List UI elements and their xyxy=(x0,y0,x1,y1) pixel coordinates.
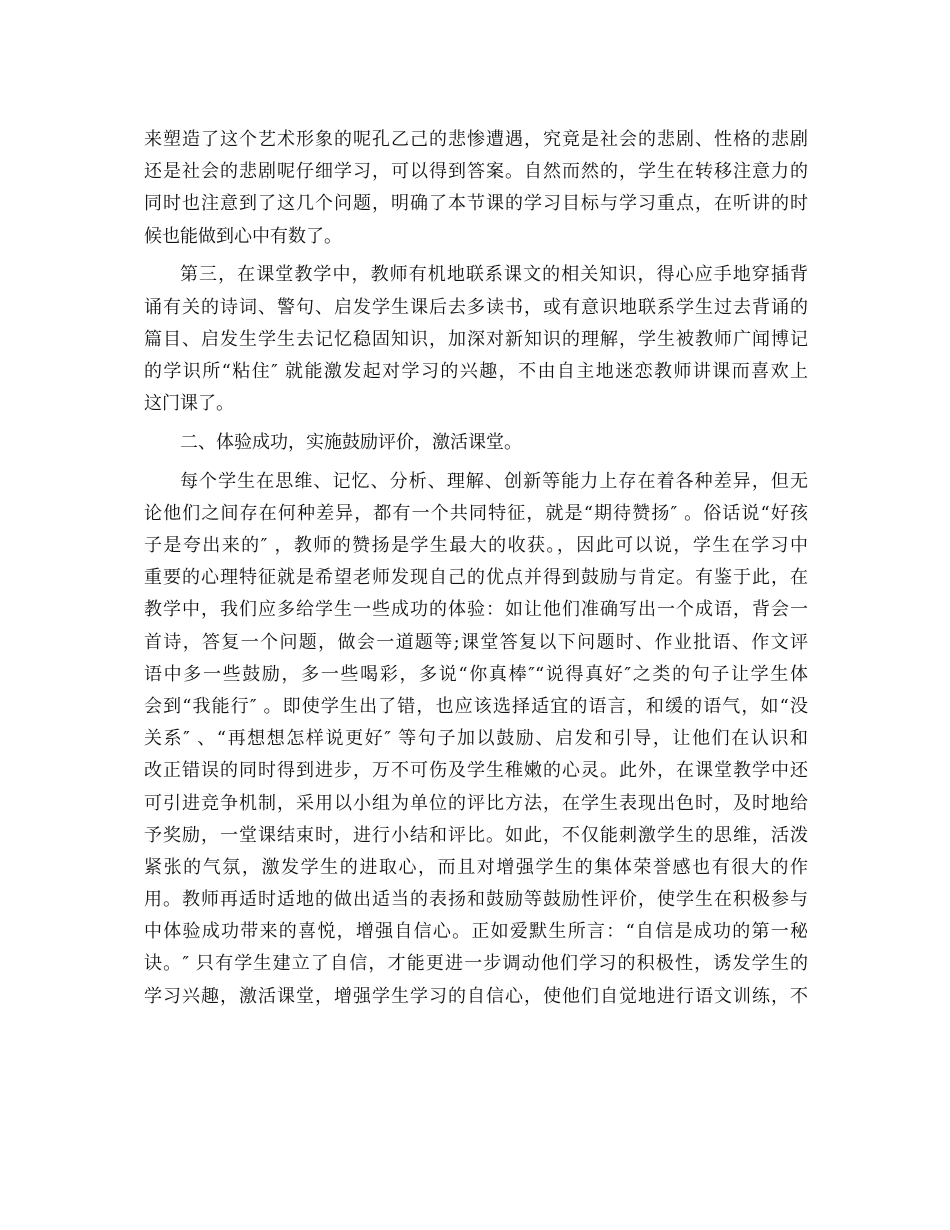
text-line: 每个学生在思维、记忆、分析、理解、创新等能力上存在着各种差异，但无 xyxy=(180,470,808,492)
paragraph xyxy=(144,427,808,459)
paragraph-gap xyxy=(144,420,808,427)
text-line: 候也能做到心中有数了。 xyxy=(144,225,342,247)
text-line: 关系″ 、“再想想怎样说更好″ 等句子加以鼓励、启发和引导，让他们在认识和 xyxy=(144,728,808,750)
text-line: 可引进竞争机制，采用以小组为单位的评比方法，在学生表现出色时，及时地给 xyxy=(144,792,808,814)
text-line: 诀。″ 只有学生建立了自信，才能更进一步调动他们学习的积极性，诱发学生的 xyxy=(144,953,808,975)
text-line: 重要的心理特征就是希望老师发现自己的优点并得到鼓励与肯定。有鉴于此，在 xyxy=(144,567,808,589)
text-line: 用。教师再适时适地的做出适当的表扬和鼓励等鼓励性评价，使学生在积极参与 xyxy=(144,889,808,911)
text-line: 学习兴趣，激活课堂，增强学生学习的自信心，使他们自觉地进行语文训练，不 xyxy=(144,985,808,1007)
text-line: 教学中，我们应多给学生一些成功的体验：如让他们准确写出一个成语，背会一 xyxy=(144,599,808,621)
text-line: 诵有关的诗词、警句、启发学生课后去多读书，或有意识地联系学生过去背诵的 xyxy=(144,296,808,318)
text-line: 中体验成功带来的喜悦，增强自信心。正如爱默生所言：“自信是成功的第一秘 xyxy=(144,921,808,943)
text-line: 予奖励，一堂课结束时，进行小结和评比。如此，不仅能刺激学生的思维，活泼 xyxy=(144,824,808,846)
paragraph-gap xyxy=(144,459,808,466)
text-line: 首诗，答复一个问题，做会一道题等;课堂答复以下问题时、作业批语、作文评 xyxy=(144,631,808,653)
text-line: 的学识所“粘住″ 就能激发起对学习的兴趣，不由自主地迷恋教师讲课而喜欢上 xyxy=(144,360,808,382)
text-line: 会到“我能行″ 。即使学生出了错，也应该选择适宜的语言，和缓的语气，如“没 xyxy=(144,695,808,717)
text-line: 子是夸出来的″ ，教师的赞扬是学生最大的收获。，因此可以说，学生在学习中 xyxy=(144,535,808,557)
text-line: 紧张的气氛，激发学生的进取心，而且对增强学生的集体荣誉感也有很大的作 xyxy=(144,856,808,878)
text-line: 二、体验成功，实施鼓励评价，激活课堂。 xyxy=(180,431,522,453)
text-line: 篇目、启发生学生去记忆稳固知识，加深对新知识的理解，学生被教师广闻博记 xyxy=(144,328,808,350)
paragraph xyxy=(144,466,808,1013)
paragraph-gap xyxy=(144,253,808,260)
text-line: 语中多一些鼓励，多一些喝彩，多说“你真棒″“说得真好″之类的句子让学生体 xyxy=(144,663,808,685)
text-line: 这门课了。 xyxy=(144,393,234,415)
paragraph xyxy=(144,124,808,253)
text-line: 同时也注意到了这几个问题，明确了本节课的学习目标与学习重点，在听讲的时 xyxy=(144,193,808,215)
text-line: 来塑造了这个艺术形象的呢孔乙己的悲惨遭遇，究竟是社会的悲剧、性格的悲剧 xyxy=(144,129,808,150)
document-body xyxy=(144,124,808,1013)
text-line: 改正错误的同时得到进步，万不可伤及学生稚嫩的心灵。此外，在课堂教学中还 xyxy=(144,760,808,782)
text-line: 还是社会的悲剧呢仔细学习，可以得到答案。自然而然的，学生在转移注意力的 xyxy=(144,161,808,183)
text-line: 第三，在课堂教学中，教师有机地联系课文的相关知识，得心应手地穿插背 xyxy=(180,264,808,286)
text-line: 论他们之间存在何种差异，都有一个共同特征，就是“期待赞扬″ 。俗话说“好孩 xyxy=(144,502,808,524)
paragraph xyxy=(144,259,808,420)
